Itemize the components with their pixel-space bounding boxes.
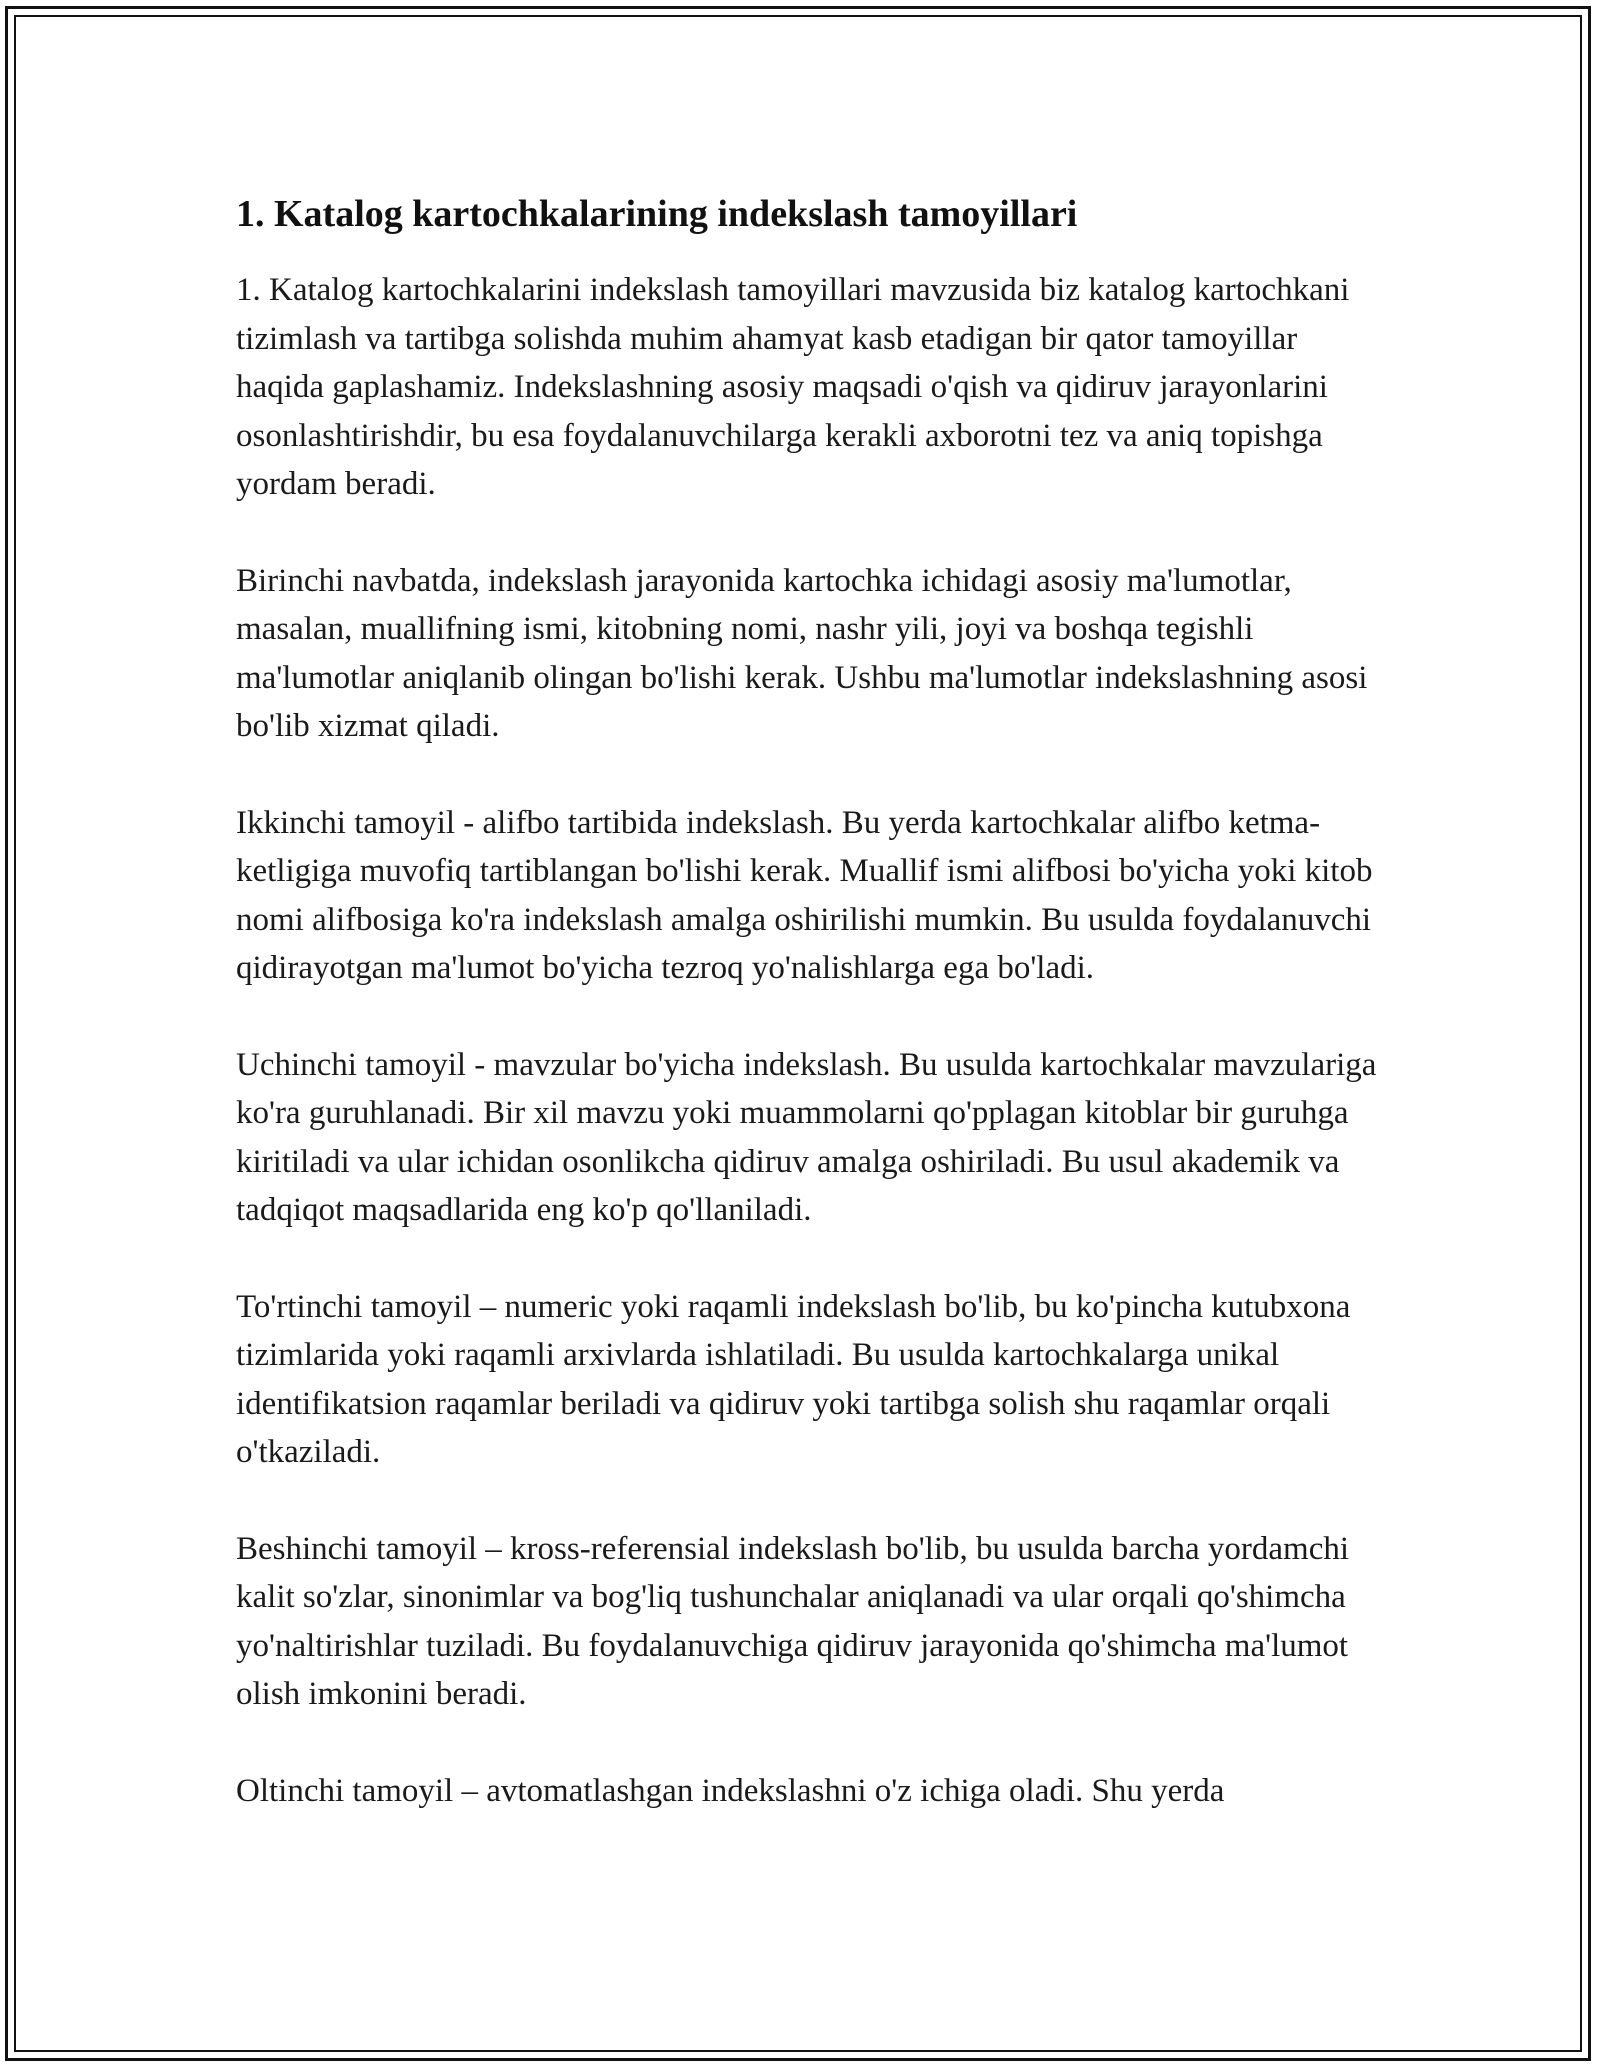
document-title: 1. Katalog kartochkalarining indekslash tamoyillari xyxy=(236,193,1078,235)
document-body xyxy=(236,188,1386,1815)
paragraph-first-principle: Birinchi navbatda, indekslash jarayonida kartochka ichidagi asosiy ma'lumotlar, masalan, muallifning ismi, kitobning nomi, nashr yili, joyi va boshqa tegishli ma'lumotlar aniqlanib olingan bo'lishi kerak. Ushbu ma'lumotlar indekslashning asosi bo'lib xizmat qiladi. xyxy=(236,562,1368,744)
paragraph-fourth-principle: To'rtinchi tamoyil – numeric yoki raqamli indekslash bo'lib, bu ko'pincha kutubxona tizimlarida yoki raqamli arxivlarda ishlatiladi. Bu usulda kartochkalarga unikal identifikatsion raqamlar beriladi va qidiruv yoki tartibga solish shu raqamlar orqali o'tkaziladi. xyxy=(236,1288,1351,1470)
paragraph-intro: 1. Katalog kartochkalarini indekslash tamoyillari mavzusida biz katalog kartochkani tizimlash va tartibga solishda muhim ahamyat kasb etadigan bir qator tamoyillar haqida gaplashamiz. Indekslashning asosiy maqsadi o'qish va qidiruv jarayonlarini osonlashtirishdir, bu esa foydalanuvchilarga kerakli axborotni tez va aniq topishga yordam beradi. xyxy=(236,272,1350,502)
paragraph-sixth-principle: Oltinchi tamoyil – avtomatlashgan indekslashni o'z ichiga oladi. Shu yerda xyxy=(236,1772,1225,1809)
paragraph-fifth-principle: Beshinchi tamoyil – kross-referensial indekslash bo'lib, bu usulda barcha yordamchi kalit so'zlar, sinonimlar va bog'liq tushunchalar aniqlanadi va ular orqali qo'shimcha yo'naltirishlar tuziladi. Bu foydalanuvchiga qidiruv jarayonida qo'shimcha ma'lumot olish imkonini beradi. xyxy=(236,1530,1350,1712)
paragraph-third-principle: Uchinchi tamoyil - mavzular bo'yicha indekslash. Bu usulda kartochkalar mavzulariga ko'ra guruhlanadi. Bir xil mavzu yoki muammolarni qo'pplagan kitoblar bir guruhga kiritiladi va ular ichidan osonlikcha qidiruv amalga oshiriladi. Bu usul akademik va tadqiqot maqsadlarida eng ko'p qo'llaniladi. xyxy=(236,1046,1377,1228)
paragraph-second-principle: Ikkinchi tamoyil - alifbo tartibida indekslash. Bu yerda kartochkalar alifbo ketma-ketligiga muvofiq tartiblangan bo'lishi kerak. Muallif ismi alifbosi bo'yicha yoki kitob nomi alifbosiga ko'ra indekslash amalga oshirilishi mumkin. Bu usulda foydalanuvchi qidirayotgan ma'lumot bo'yicha tezroq yo'nalishlarga ega bo'ladi. xyxy=(236,804,1373,986)
